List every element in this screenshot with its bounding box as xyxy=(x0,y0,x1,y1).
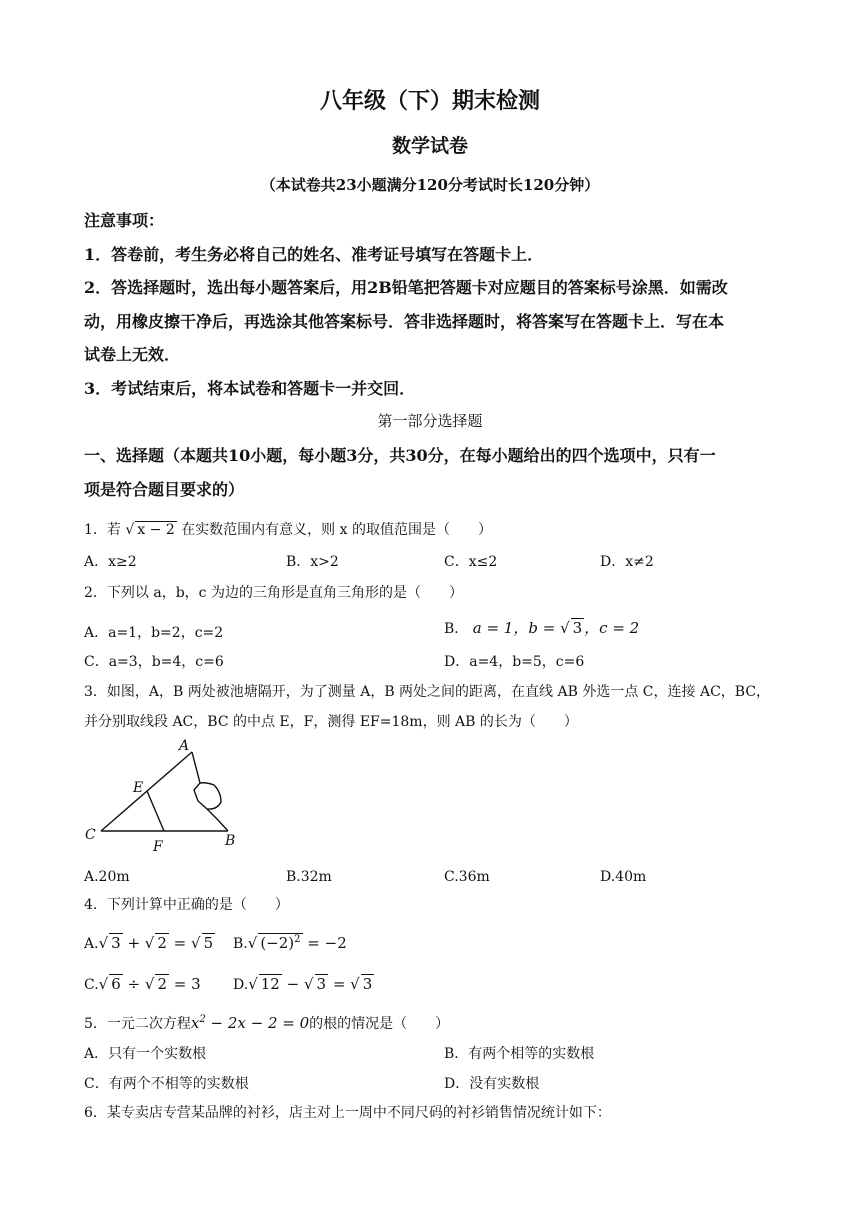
q4-d-radicand-3: 3 xyxy=(362,975,373,993)
q2-option-a: A．a=1，b=2，c=2 xyxy=(84,625,224,641)
q4-c-op: ÷ xyxy=(122,975,145,993)
q5-stem xyxy=(84,1013,449,1033)
q5-stem-pre: 5．一元二次方程 xyxy=(84,1016,191,1032)
q1-radicand: x − 2 xyxy=(137,522,175,538)
q2-option-c: C．a=3，b=4，c=6 xyxy=(84,654,224,670)
q1-stem-pre: 1．若 xyxy=(84,522,121,538)
note-2-line-1: 2．答选择题时，选出每小题答案后，用2B铅笔把答题卡对应题目的答案标号涂黑．如需改 xyxy=(84,278,728,297)
q2-option-b-label: B． xyxy=(444,621,469,637)
q4-option-b-math: √ $(-2)^2 = -2$ xyxy=(247,934,347,952)
q5-eq-var: x xyxy=(190,1014,200,1032)
part-title: 第一部分选择题 xyxy=(377,412,483,430)
q4-a-radicand-2: 2 xyxy=(157,934,167,952)
q1-stem xyxy=(84,519,492,539)
q1-stem-post: 在实数范围内有意义，则 x 的取值范围是（ ） xyxy=(181,522,492,538)
q1-option-b: B．x>2 xyxy=(286,554,339,570)
q4-b-exponent: 2 xyxy=(294,934,301,945)
q4-a-op: + xyxy=(122,934,145,952)
q2-stem: 2．下列以 a，b，c 为边的三角形是直角三角形的是（ ） xyxy=(84,585,463,601)
q4-option-a xyxy=(84,933,215,952)
q2-option-b-sqrt: √ 3 xyxy=(560,619,583,637)
fig-label-a: A xyxy=(179,738,190,754)
note-2-line-2: 动，用橡皮擦干净后，再选涂其他答案标号．答非选择题时，将答案写在答题卡上．写在本 xyxy=(84,312,725,331)
q4-c-radicand-2: 2 xyxy=(157,975,167,993)
q4-option-c xyxy=(84,974,201,993)
q2-option-b xyxy=(444,617,639,638)
q4-a-radicand-3: 5 xyxy=(203,934,214,952)
q4-option-b-label: B. xyxy=(233,936,248,952)
q3-stem-line-2: 并分别取线段 AC，BC 的中点 E，F，测得 EF=18m，则 AB 的长为（ ） xyxy=(84,714,578,730)
note-1: 1．答卷前，考生务必将自己的姓名、准考证号填写在答题卡上． xyxy=(84,245,544,264)
q4-d-radicand-2: 3 xyxy=(316,975,327,993)
q5-option-a: A．只有一个实数根 xyxy=(84,1046,207,1062)
q4-option-c-label: C. xyxy=(84,977,99,993)
q1-option-d: D．x≠2 xyxy=(600,554,654,570)
q5-option-b: B．有两个相等的实数根 xyxy=(444,1046,595,1062)
q5-eq-rest: − 2x − 2 = 0 xyxy=(205,1014,310,1032)
q3-option-a: A.20m xyxy=(84,869,130,885)
q4-option-b xyxy=(233,933,347,952)
q4-option-a-label: A. xyxy=(84,936,99,952)
q2-option-b-expr-1: a = 1，b = xyxy=(472,619,561,637)
q2-option-b-expr-2: ，c = 2 xyxy=(584,619,640,637)
q4-option-d-label: D. xyxy=(233,977,249,993)
q3-option-b: B.32m xyxy=(286,869,332,885)
q4-option-c-math: √ 6 ÷ √ 2 = 3 xyxy=(98,975,201,993)
q2-option-b-radicand: 3 xyxy=(572,619,583,637)
pond-outline xyxy=(192,752,228,831)
note-2-line-3: 试卷上无效． xyxy=(84,345,181,364)
q4-d-eq: = xyxy=(328,975,351,993)
q5-stem-post: 的根的情况是（ ） xyxy=(309,1016,450,1032)
exam-title: 八年级（下）期末检测 xyxy=(319,88,540,114)
q1-sqrt: √ x − 2 xyxy=(125,522,175,538)
q4-a-eq: = xyxy=(168,934,191,952)
section-heading-line-2: 项是符合题目要求的） xyxy=(84,480,245,499)
q4-b-inner: (−2) xyxy=(260,934,295,952)
q6-stem: 6．某专卖店专营某品牌的衬衫，店主对上一周中不同尺码的衬衫销售情况统计如下： xyxy=(84,1105,611,1121)
note-3: 3．考试结束后，将本试卷和答题卡一并交回． xyxy=(84,379,416,398)
fig-label-b: B xyxy=(225,833,236,849)
fig-label-f: F xyxy=(153,839,163,855)
q4-b-eq: = −2 xyxy=(302,934,347,952)
q4-option-d xyxy=(233,974,374,993)
q1-option-a: A．x≥2 xyxy=(84,554,137,570)
notes-heading: 注意事项： xyxy=(84,211,165,230)
q4-d-op: − xyxy=(281,975,304,993)
q4-c-radicand-1: 6 xyxy=(111,975,121,993)
fig-label-e: E xyxy=(133,780,144,796)
q3-option-d: D.40m xyxy=(600,869,647,885)
fig-label-c: C xyxy=(85,827,96,843)
q4-b-radicand xyxy=(258,933,302,952)
q3-option-c: C.36m xyxy=(444,869,490,885)
q4-option-d-math: √ 12 − √ 3 = √ 3 xyxy=(248,975,373,993)
q4-a-radicand-1: 3 xyxy=(111,934,121,952)
q3-figure xyxy=(80,735,250,855)
q5-eq-exponent: 2 xyxy=(199,1014,206,1025)
q3-stem-line-1: 3．如图，A，B 两处被池塘隔开，为了测量 A，B 两处之间的距离，在直线 AB 外选一点 C，连接 AC，BC， xyxy=(84,684,771,700)
section-heading-line-1: 一、选择题（本题共10小题，每小题3分，共30分，在每小题给出的四个选项中，只有一 xyxy=(84,446,716,465)
q4-stem: 4．下列计算中正确的是（ ） xyxy=(84,897,289,913)
q5-equation xyxy=(191,1014,309,1032)
exam-info: （本试卷共23小题满分120分考试时长120分钟） xyxy=(260,176,600,194)
q4-option-a-math: √ 3 + √ 2 = √ 5 xyxy=(98,934,214,952)
q2-option-d: D．a=4，b=5，c=6 xyxy=(444,654,585,670)
segment-ef xyxy=(147,791,164,831)
exam-subtitle: 数学试卷 xyxy=(391,135,468,157)
q4-c-eq: = 3 xyxy=(169,975,201,993)
q5-option-c: C．有两个不相等的实数根 xyxy=(84,1076,249,1092)
q4-d-radicand-1: 12 xyxy=(260,975,280,993)
q1-option-c: C．x≤2 xyxy=(444,554,498,570)
q5-option-d: D．没有实数根 xyxy=(444,1076,540,1092)
